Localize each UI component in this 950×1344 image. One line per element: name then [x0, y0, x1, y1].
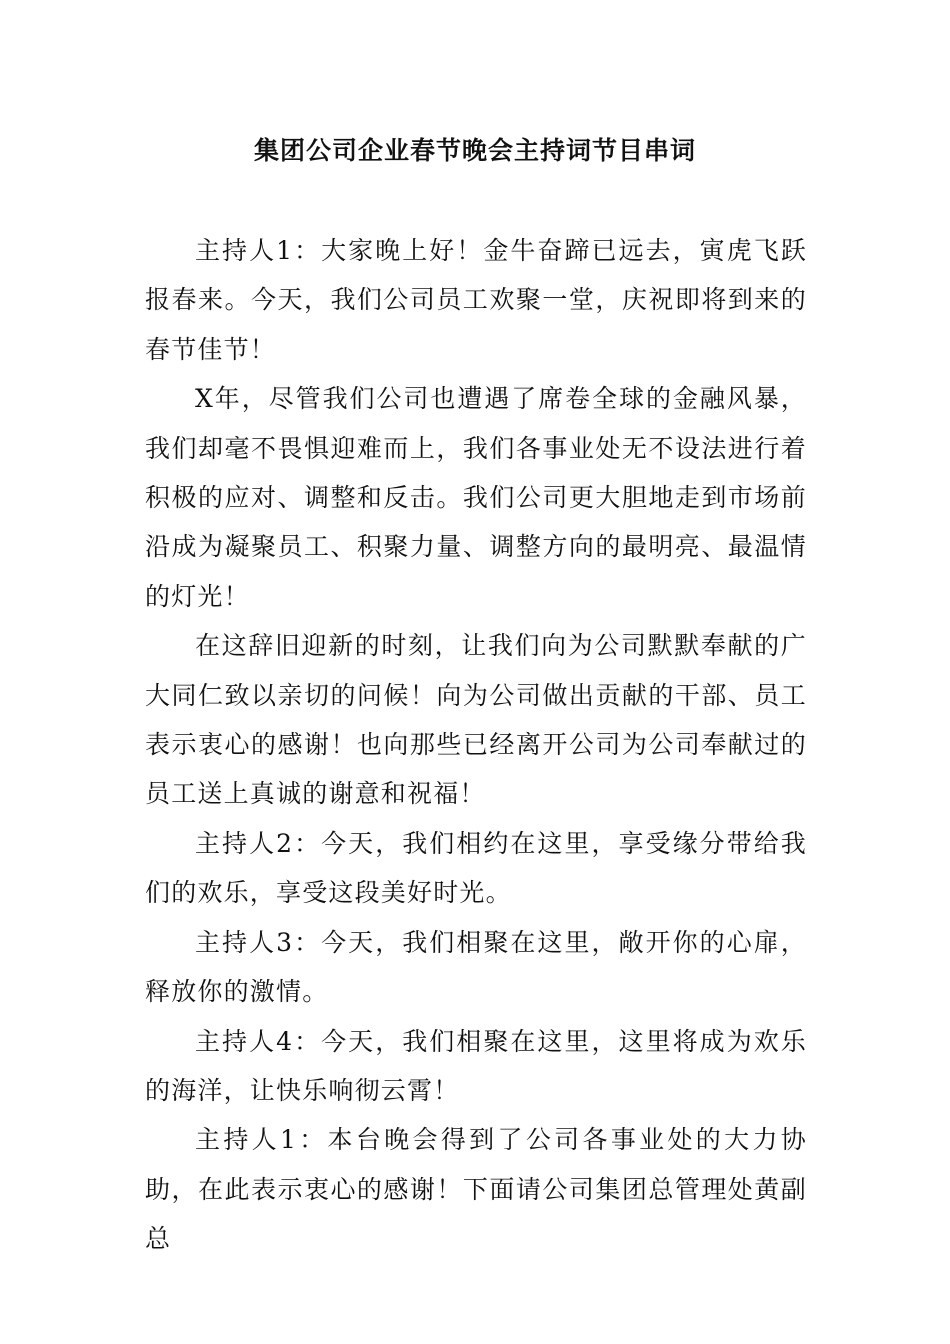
paragraph-host1-closing: 主持人1：本台晚会得到了公司各事业处的大力协助，在此表示衷心的感谢！下面请公司集团总管理处黄副总 [145, 1125, 807, 1254]
paragraph-company-review: X年，尽管我们公司也遭遇了席卷全球的金融风暴，我们却毫不畏惧迎难而上，我们各事业处无不设法进行着积极的应对、调整和反击。我们公司更大胆地走到市场前沿成为凝聚员工、积聚力量、调整方向的最明亮、最温情的灯光！ [145, 384, 807, 611]
document-body [145, 226, 807, 1264]
paragraph-host4: 主持人4：今天，我们相聚在这里，这里将成为欢乐的海洋，让快乐响彻云霄！ [145, 1026, 807, 1105]
paragraph-host2: 主持人2：今天，我们相约在这里，享受缘分带给我们的欢乐，享受这段美好时光。 [145, 828, 807, 908]
document-title: 集团公司企业春节晚会主持词节目串词 [253, 136, 696, 165]
paragraph-thanks: 在这辞旧迎新的时刻，让我们向为公司默默奉献的广大同仁致以亲切的问候！向为公司做出贡献的干部、员工表示衷心的感谢！也向那些已经离开公司为公司奉献过的员工送上真诚的谢意和祝福！ [145, 631, 807, 809]
paragraph-host1-greeting: 主持人1：大家晚上好！金牛奋蹄已远去，寅虎飞跃报春来。今天，我们公司员工欢聚一堂，庆祝即将到来的春节佳节！ [145, 236, 807, 364]
paragraph-host3: 主持人3：今天，我们相聚在这里，敞开你的心扉，释放你的激情。 [145, 927, 807, 1007]
